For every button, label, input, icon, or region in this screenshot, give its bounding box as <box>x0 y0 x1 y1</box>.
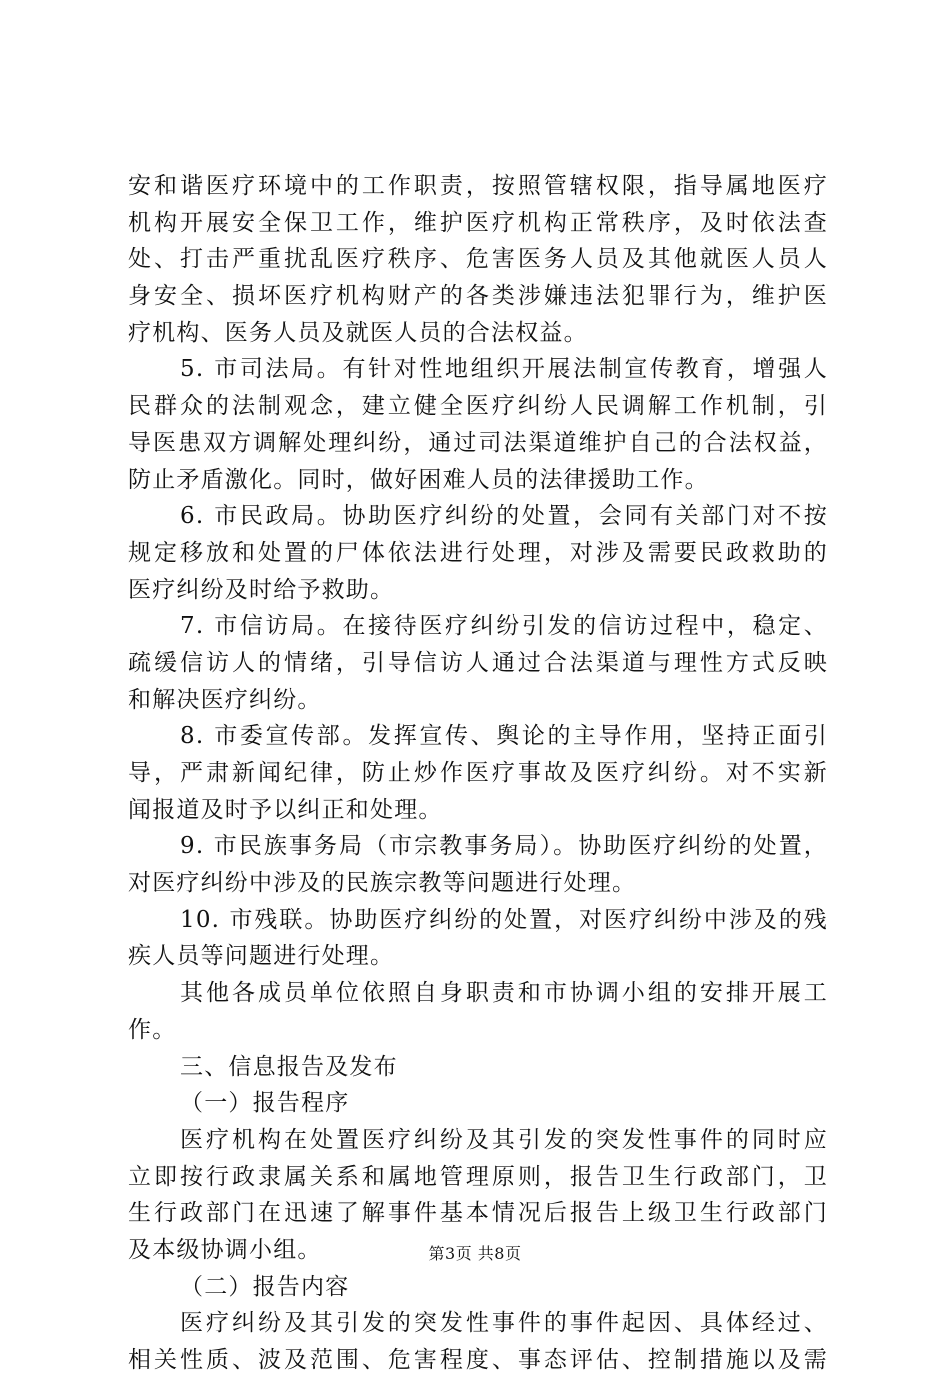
text-line: 9. 市民族事务局（市宗教事务局）。协助医疗纠纷的处置， <box>180 833 828 860</box>
text-line: 7. 市信访局。在接待医疗纠纷引发的信访过程中，稳定、 <box>180 613 828 640</box>
text-line: 三、信息报告及发布 <box>180 1053 398 1080</box>
text-line: 生行政部门在迅速了解事件基本情况后报告上级卫生行政部门 <box>128 1200 828 1227</box>
text-line: 10. 市残联。协助医疗纠纷的处置，对医疗纠纷中涉及的残 <box>180 906 828 933</box>
text-line: 处、打击严重扰乱医疗秩序、危害医务人员及其他就医人员人 <box>128 246 828 273</box>
text-line: 其他各成员单位依照自身职责和市协调小组的安排开展工 <box>180 980 828 1007</box>
text-line: 闻报道及时予以纠正和处理。 <box>128 796 443 823</box>
text-line: 医疗机构在处置医疗纠纷及其引发的突发性事件的同时应 <box>180 1126 828 1153</box>
text-line: 和解决医疗纠纷。 <box>128 686 322 713</box>
document-body <box>128 168 828 1379</box>
text-line: 导医患双方调解处理纠纷，通过司法渠道维护自己的合法权益， <box>128 429 828 456</box>
text-line: 疗机构、医务人员及就医人员的合法权益。 <box>128 319 588 346</box>
text-line: 规定移放和处置的尸体依法进行处理，对涉及需要民政救助的 <box>128 539 828 566</box>
text-line: 民群众的法制观念，建立健全医疗纠纷人民调解工作机制，引 <box>128 393 828 420</box>
text-line: 对医疗纠纷中涉及的民族宗教等问题进行处理。 <box>128 870 637 897</box>
text-line: 导，严肃新闻纪律，防止炒作医疗事故及医疗纠纷。对不实新 <box>128 760 828 786</box>
text-line: 医疗纠纷及其引发的突发性事件的事件起因、具体经过、 <box>180 1310 828 1337</box>
text-line: 疏缓信访人的情绪，引导信访人通过合法渠道与理性方式反映 <box>128 649 828 676</box>
text-line: 及本级协调小组。 <box>128 1236 322 1263</box>
text-line: （一）报告程序 <box>180 1090 350 1117</box>
text-line: 相关性质、波及范围、危害程度、事态评估、控制措施以及需 <box>128 1347 828 1373</box>
text-line: 防止矛盾激化。同时，做好困难人员的法律援助工作。 <box>128 466 709 493</box>
text-line: 医疗纠纷及时给予救助。 <box>128 576 395 603</box>
text-line: 安和谐医疗环境中的工作职责，按照管辖权限，指导属地医疗 <box>128 173 828 199</box>
text-line: （二）报告内容 <box>180 1273 350 1300</box>
text-line: 机构开展安全保卫工作，维护医疗机构正常秩序，及时依法查 <box>128 209 828 236</box>
page-footer: 第3页 共8页 <box>428 1244 522 1263</box>
text-line: 6. 市民政局。协助医疗纠纷的处置，会同有关部门对不按 <box>180 503 828 530</box>
text-line: 5. 市司法局。有针对性地组织开展法制宣传教育，增强人 <box>180 356 828 383</box>
text-line: 身安全、损坏医疗机构财产的各类涉嫌违法犯罪行为，维护医 <box>128 283 828 310</box>
text-line: 立即按行政隶属关系和属地管理原则，报告卫生行政部门，卫 <box>128 1163 828 1190</box>
text-line: 8. 市委宣传部。发挥宣传、舆论的主导作用，坚持正面引 <box>180 723 828 750</box>
text-line: 疾人员等问题进行处理。 <box>128 943 395 970</box>
text-line: 作。 <box>128 1016 177 1043</box>
